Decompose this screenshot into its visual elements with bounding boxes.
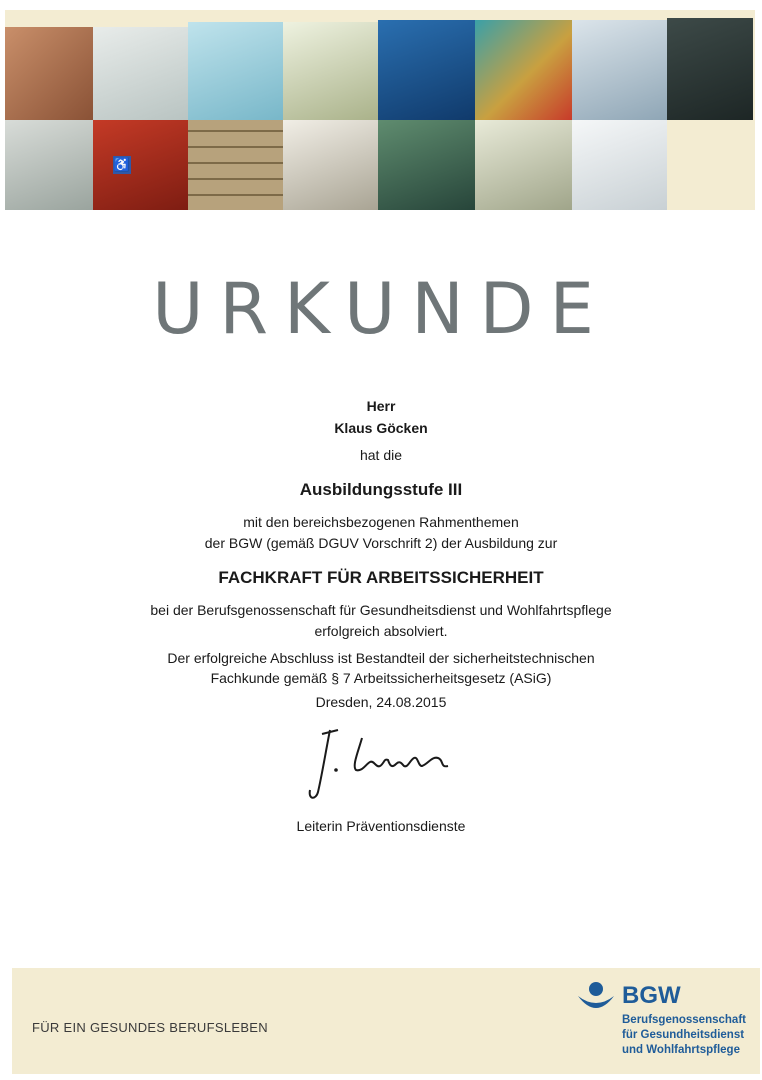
handwritten-signature	[300, 720, 470, 805]
scissors-photo	[283, 22, 378, 120]
org-name-line-2: für Gesundheitsdienst	[622, 1029, 745, 1041]
medicine-bottle-photo	[283, 120, 378, 210]
training-level: Ausbildungsstufe III	[299, 480, 463, 499]
text-hat-die: hat die	[359, 447, 403, 463]
bgw-logo-icon	[576, 980, 616, 1016]
place-date: Dresden, 24.08.2015	[315, 694, 447, 710]
org-short-name: BGW	[622, 982, 681, 1009]
writing-photo	[5, 120, 93, 210]
gloved-hand-photo	[378, 120, 475, 210]
text-line-3: bei der Berufsgenossenschaft für Gesundheitsdienst und Wohlfahrtspflege	[150, 602, 612, 618]
org-name-line-1: Berufsgenossenschaft	[622, 1014, 746, 1026]
archive-drawers-photo	[188, 120, 283, 210]
computer-photo	[572, 20, 667, 120]
wheelchair-icon: ♿	[113, 157, 131, 172]
text-line-4: erfolgreich absolviert.	[314, 623, 448, 639]
header-photo-banner	[5, 10, 755, 210]
footer-band	[12, 968, 760, 1074]
mirror-photo	[188, 22, 283, 120]
certificate-title: URKUNDE	[152, 268, 610, 350]
wheelchair-sign-photo	[93, 120, 188, 210]
chalkboard-photo	[667, 18, 753, 120]
recipient-name: Klaus Göcken	[334, 420, 428, 436]
org-name-line-3: und Wohlfahrtspflege	[622, 1044, 740, 1056]
recipient-salutation: Herr	[366, 398, 396, 414]
infusion-photo	[378, 20, 475, 120]
text-line-5: Der erfolgreiche Abschluss ist Bestandteil der sicherheitstechnischen	[167, 650, 595, 666]
text-line-1: mit den bereichsbezogenen Rahmenthemen	[243, 514, 519, 530]
qualification-title: FACHKRAFT FÜR ARBEITSSICHERHEIT	[218, 568, 544, 587]
walker-photo	[475, 120, 572, 210]
toy-blocks-photo	[475, 20, 572, 120]
text-line-2: der BGW (gemäß DGUV Vorschrift 2) der Ausbildung zur	[204, 535, 558, 551]
text-line-6: Fachkunde gemäß § 7 Arbeitssicherheitsgesetz (ASiG)	[210, 670, 552, 686]
footer-motto: FÜR EIN GESUNDES BERUFSLEBEN	[32, 1020, 268, 1035]
massage-photo	[5, 27, 93, 120]
stethoscope-photo	[572, 120, 667, 210]
dental-mirror-photo	[93, 27, 188, 120]
signatory-role: Leiterin Präventionsdienste	[296, 818, 466, 834]
